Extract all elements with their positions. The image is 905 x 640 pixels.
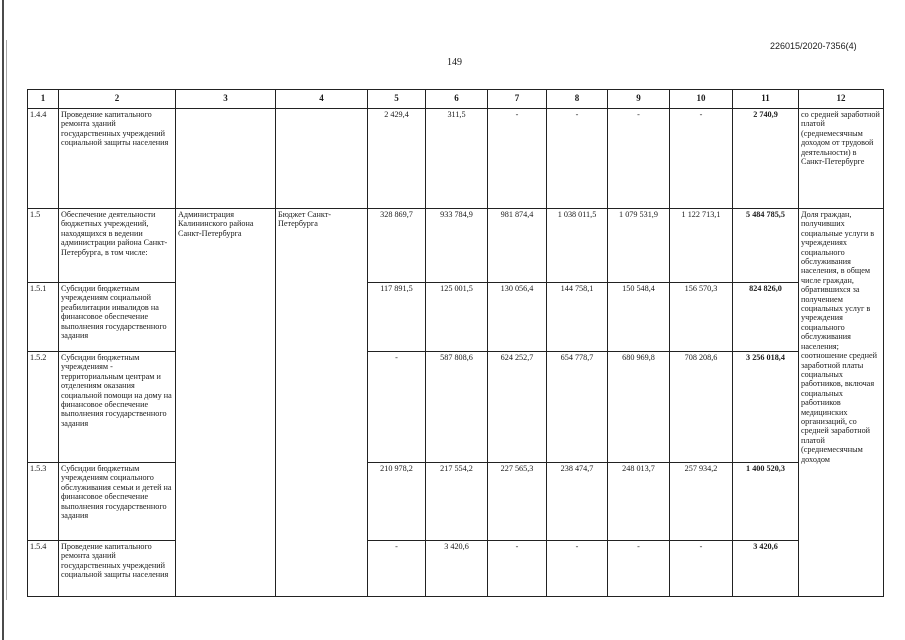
col-header: 12: [799, 90, 884, 109]
value-cell: 311,5: [426, 109, 488, 209]
row-code: 1.5.1: [28, 283, 59, 352]
total-cell: 3 420,6: [733, 541, 799, 597]
indicator-cell-top: со средней заработной платой (среднемесячным доходом от трудовой деятельности) в Санкт-Петербурге: [799, 109, 884, 209]
value-cell: -: [670, 541, 733, 597]
source-cell-empty: [276, 109, 368, 209]
table-row: [28, 463, 884, 541]
value-cell: -: [547, 109, 608, 209]
table-row: [28, 352, 884, 463]
row-name: Субсидии бюджетным учреждениям - территориальным центрам и отделениям оказания социальной помощи на дому на финансовое обеспечение выполнения государственного задания: [59, 352, 176, 463]
row-name: Субсидии бюджетным учреждениям социального обслуживания семьи и детей на финансовое обеспечение выполнения государственного задания: [59, 463, 176, 541]
row-name: Субсидии бюджетным учреждениям социальной реабилитации инвалидов на финансовое обеспечение выполнения государственного задания: [59, 283, 176, 352]
row-code: 1.4.4: [28, 109, 59, 209]
header-row: [28, 90, 884, 109]
value-cell: -: [368, 541, 426, 597]
value-cell: 680 969,8: [608, 352, 670, 463]
row-code: 1.5: [28, 209, 59, 283]
total-cell: 2 740,9: [733, 109, 799, 209]
value-cell: -: [547, 541, 608, 597]
value-cell: 238 474,7: [547, 463, 608, 541]
table-row: [28, 541, 884, 597]
program-table-wrapper: [27, 89, 884, 597]
table-row: [28, 109, 884, 209]
value-cell: 1 038 011,5: [547, 209, 608, 283]
value-cell: -: [608, 541, 670, 597]
col-header: 1: [28, 90, 59, 109]
value-cell: 624 252,7: [488, 352, 547, 463]
value-cell: 156 570,3: [670, 283, 733, 352]
col-header: 5: [368, 90, 426, 109]
col-header: 4: [276, 90, 368, 109]
value-cell: 150 548,4: [608, 283, 670, 352]
value-cell: 1 079 531,9: [608, 209, 670, 283]
executor-cell-empty: [176, 109, 276, 209]
col-header: 3: [176, 90, 276, 109]
value-cell: 654 778,7: [547, 352, 608, 463]
row-code: 1.5.2: [28, 352, 59, 463]
total-cell: 824 826,0: [733, 283, 799, 352]
value-cell: 144 758,1: [547, 283, 608, 352]
value-cell: 587 808,6: [426, 352, 488, 463]
value-cell: 257 934,2: [670, 463, 733, 541]
value-cell: 1 122 713,1: [670, 209, 733, 283]
scan-edge-line: [2, 0, 4, 640]
indicator-cell-main: Доля граждан, получивших социальные услуги в учреждениях социального обслуживания населения, в общем числе граждан, обратившихся за получением социальных услуг в учреждения социального обслуживания населения; соотношение средней заработной платы социальных работников, включая социальных работников медицинских организаций, со средней заработной платой (среднемесячным доходом: [799, 209, 884, 597]
value-cell: 210 978,2: [368, 463, 426, 541]
total-cell: 3 256 018,4: [733, 352, 799, 463]
col-header: 7: [488, 90, 547, 109]
page-number: 149: [447, 57, 462, 68]
col-header: 6: [426, 90, 488, 109]
value-cell: -: [488, 541, 547, 597]
value-cell: 130 056,4: [488, 283, 547, 352]
value-cell: 248 013,7: [608, 463, 670, 541]
row-code: 1.5.3: [28, 463, 59, 541]
col-header: 10: [670, 90, 733, 109]
value-cell: -: [670, 109, 733, 209]
executor-cell: Администрация Калининского района Санкт-Петербурга: [176, 209, 276, 597]
value-cell: 227 565,3: [488, 463, 547, 541]
value-cell: 117 891,5: [368, 283, 426, 352]
total-cell: 5 484 785,5: [733, 209, 799, 283]
col-header: 9: [608, 90, 670, 109]
col-header: 11: [733, 90, 799, 109]
source-cell: Бюджет Санкт-Петербурга: [276, 209, 368, 597]
value-cell: -: [488, 109, 547, 209]
value-cell: -: [608, 109, 670, 209]
document-number: 226015/2020-7356(4): [770, 41, 857, 51]
row-name: Обеспечение деятельности бюджетных учреждений, находящихся в ведении администрации района Санкт-Петербурга, в том числе:: [59, 209, 176, 283]
scan-edge-line-secondary: [6, 40, 7, 600]
col-header: 2: [59, 90, 176, 109]
row-name: Проведение капитального ремонта зданий государственных учреждений социальной защиты населения: [59, 541, 176, 597]
value-cell: 125 001,5: [426, 283, 488, 352]
value-cell: -: [368, 352, 426, 463]
row-code: 1.5.4: [28, 541, 59, 597]
value-cell: 328 869,7: [368, 209, 426, 283]
total-cell: 1 400 520,3: [733, 463, 799, 541]
value-cell: 933 784,9: [426, 209, 488, 283]
row-name: Проведение капитального ремонта зданий государственных учреждений социальной защиты населения: [59, 109, 176, 209]
table-row: [28, 283, 884, 352]
program-table: [27, 89, 884, 597]
value-cell: 217 554,2: [426, 463, 488, 541]
col-header: 8: [547, 90, 608, 109]
table-row: [28, 209, 884, 283]
value-cell: 981 874,4: [488, 209, 547, 283]
value-cell: 2 429,4: [368, 109, 426, 209]
value-cell: 708 208,6: [670, 352, 733, 463]
value-cell: 3 420,6: [426, 541, 488, 597]
